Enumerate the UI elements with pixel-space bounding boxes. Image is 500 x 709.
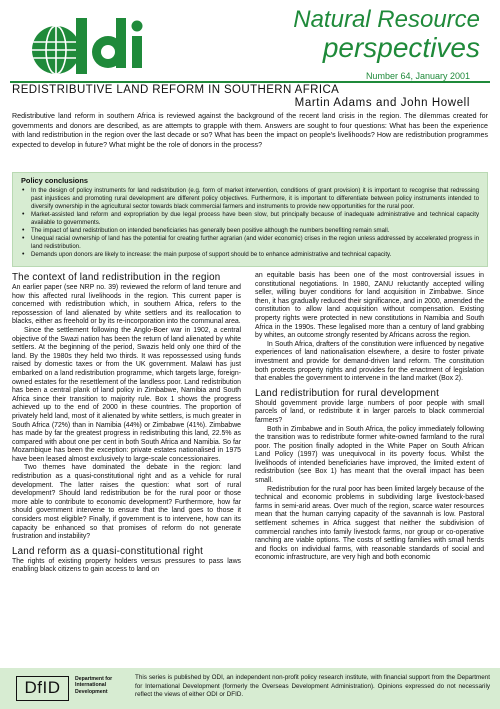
body-paragraph: In South Africa, drafters of the constitution were influenced by negative experiences of land nationalisation elsewhere, a desire to foster private investment and provide for demand-driven land reform. The constitution both protects property rights and provides for the enactment of legislation that enables the government to intervene in the land market (Box 2). <box>255 340 484 383</box>
dfid-department-name: Department for International Development <box>75 676 113 695</box>
policy-list <box>21 187 479 259</box>
body-paragraph: An earlier paper (see NRP no. 39) reviewed the reform of land tenure and how this affected rural livelihoods in the region. This current paper is concerned with redistribution which, in southern Africa, refers to the repossession of land alienated by white settlers and its reallocation to blacks, either as freehold or by its re-incorporation into the communal area. <box>12 284 241 326</box>
body-paragraph: Both in Zimbabwe and in South Africa, the policy immediately following the transition was to redistribute former white-owned farmland to the rural poor. The position finally adopted in the White Paper on South African Land Policy (1997) was unequivocal in its poverty focus. Whilst the livelihoods of intended beneficiaries have improved, the limited extent of redistribution (see Box 1) has meant that the overall impact has been small. <box>255 425 484 485</box>
article-title: REDISTRIBUTIVE LAND REFORM IN SOUTHERN AFRICA <box>12 84 340 96</box>
section-heading-context: The context of land redistribution in the region <box>12 272 221 283</box>
footer-disclaimer: This series is published by ODI, an independent non-profit policy research institute, with financial support from the Department for International Development (formerly the Overseas Development Administration). Opinions expressed do not necessarily reflect the views of either ODI or DFID. <box>135 674 490 698</box>
policy-item: • The impact of land redistribution on intended beneficiaries has generally been positive although the numbers benefiting remain small. <box>21 227 479 235</box>
dfid-logo-text: DfID <box>24 678 61 697</box>
policy-item: • Unequal racial ownership of land has the potential for creating further agrarian (and wider economic) crises in the region unless addressed by accelerated progress in land redistribution. <box>21 235 479 251</box>
article-abstract: Redistributive land reform in southern Africa is reviewed against the background of the recent land crisis in the region. The dilemmas created for governments and donors are described, as are attempts to grapple with them. Answers are sought to four questions: What has been the experience with land redistribution in the region over the last decade or so? What has been the impact on people's livelihoods? How are redistribution programmes expected to develop in future? What might be the role of donors in the process? <box>12 112 488 149</box>
policy-heading: Policy conclusions <box>21 176 88 185</box>
body-paragraph: Since the settlement following the Anglo-Boer war in 1902, a central objective of the Swazi nation has been the return of land alienated by white settlers. At the beginning of the period, Swazis held only one third of the land. By the 1980s they held two thirds. It was repossessed using funds raised by domestic taxes or from the UK government. Malawi has just embarked on a land redistribution programme, which targets large, foreign-owned estates for the resettlement of the landless poor. Land redistribution has been a central plank of land policy in Zimbabwe, Namibia and South Africa since their transition to majority rule. Box 1 shows the progress achieved up to the end of 2000 in these countries. The proportion of privately held land, most of it alienated by white settlers, is much greater in South Africa (72%) than in Namibia (44%) or Zimbabwe (41%). Zimbabwe has made by far the greatest progress in redistributing this land, 22.5% as compared with about one per cent in both South Africa and Namibia. So far Mozambique has been the exception: private estates nationalised in 1975 have been leased almost exclusively to large-scale concessionaires. <box>12 326 241 463</box>
section-heading-constitutional-right: Land reform as a quasi-constitutional right <box>12 545 204 557</box>
body-paragraph: Should government provide large numbers of poor people with small parcels of land, or redistribute it in larger parcels to black commercial farmers? <box>255 399 484 424</box>
right-column <box>255 272 484 563</box>
issue-number: Number 64, January 2001 <box>365 71 470 81</box>
policy-item: • Demands upon donors are likely to increase: the main purpose of support should be to enhance administrative and technical capacity. <box>21 251 479 259</box>
body-paragraph: an equitable basis has been one of the most controversial issues in constitutional negotiations. In 1980, ZANU reluctantly accepted willing seller, willing buyer conditions for land acquisition in Zimbabwe. Since then, it has gradually reduced their significance, and in 2000, amended the constitution to allow land acquisition without compensation. Existing property rights were protected in new constitutions in Namibia and South Africa in the 1990s. These legalised more than a century of land grabbing by whites, an outcome strongly resented by Africans across the region. <box>255 272 484 340</box>
title-divider <box>10 81 490 83</box>
series-title-line2: perspectives <box>322 32 480 63</box>
body-paragraph: Two themes have dominated the debate in the region: land redistribution as a quasi-constitutional right and as a vehicle for rural development. The latter raises the question: what sort of rural development? Should land redistribution be for the rural poor or those more able to contribute to economic development? Furthermore, how far should government intervene to ensure that the land goes to those it considers most eligible? Finally, if government is to intervene, how can its capacity be enhanced so that promises of reform do not generate frustration and instability? <box>12 464 241 541</box>
policy-item: • Market-assisted land reform and expropriation by due legal process have been slow, but principally because of inadequate administrative and technical capacity available to governments. <box>21 211 479 227</box>
body-paragraph: The rights of existing property holders versus pressures to pass laws enabling black citizens to gain access to land on <box>12 557 241 574</box>
body-paragraph: Redistribution for the rural poor has been limited largely because of the technical and economic problems in subdividing large livestock-based farms in semi-arid areas. Over much of the region, scarce water resources mean that the human carrying capacity of the savannah is low. Pastoral settlement schemes in Africa suggest that neither the subdivision of commercial ranches into family livestock farms, nor group or co-operative ranching are viable options. The costs of settling families with small herds and flocks on individual farms, with reasonable standards of social and economic infrastructure, are very high and both economic <box>255 485 484 562</box>
dfid-logo <box>16 676 69 701</box>
odi-logo <box>28 14 148 78</box>
series-title-line1: Natural Resource <box>293 6 480 33</box>
policy-item: • In the design of policy instruments for land redistribution (e.g. form of market intervention, conditions of grant provision) it is important to recognise that redressing past injustices and promoting rural development are different policy objectives. Furthermore, it is important to differentiate between policy instruments intended to diversify ownership in the agricultural sector towards black commercial farmers and instruments to provide new opportunities for the rural poor. <box>21 187 479 211</box>
article-authors: Martin Adams and John Howell <box>294 97 470 109</box>
globe-icon <box>28 24 84 76</box>
logo-d-stem <box>76 18 87 74</box>
left-column <box>12 272 241 575</box>
series-title <box>270 8 480 62</box>
policy-conclusions-box <box>12 172 488 267</box>
section-heading-rural-development: Land redistribution for rural development <box>255 387 440 399</box>
